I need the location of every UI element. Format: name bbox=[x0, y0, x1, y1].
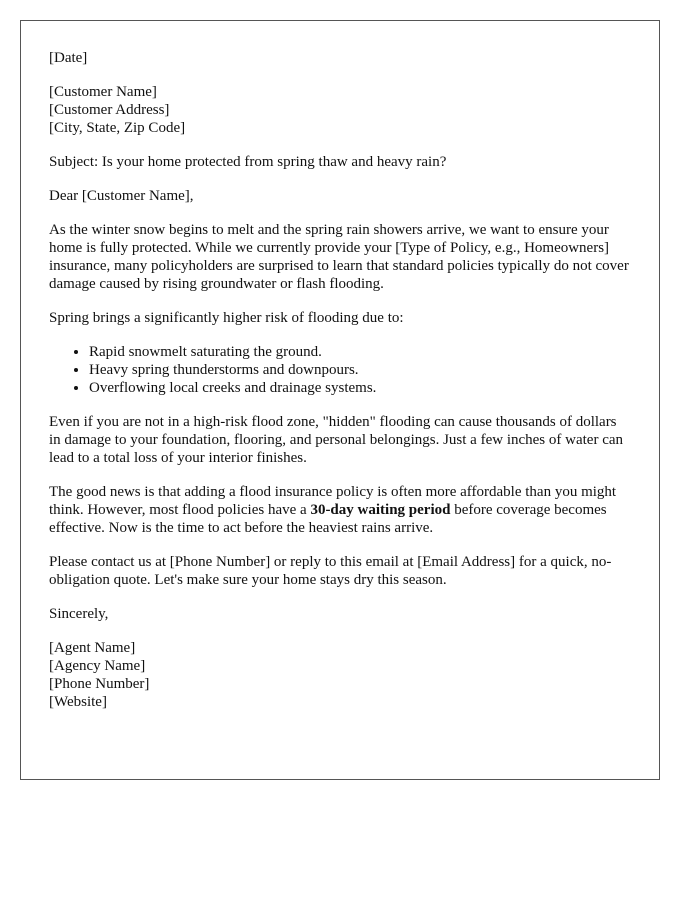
recipient-city: [City, State, Zip Code] bbox=[49, 120, 186, 136]
salutation: Dear [Customer Name], bbox=[49, 188, 194, 204]
agency-name: [Agency Name] bbox=[49, 658, 146, 674]
closing: Sincerely, bbox=[49, 606, 109, 622]
signature-block bbox=[49, 639, 631, 711]
agent-name: [Agent Name] bbox=[49, 640, 136, 656]
risk-list bbox=[49, 343, 631, 397]
hidden-flooding-paragraph: Even if you are not in a high-risk flood zone, "hidden" flooding can cause thousands of dollars in damage to your foundation, flooring, and personal belongings. Just a few inches of water can lead to a total loss of your interior finishes. bbox=[49, 414, 624, 466]
waiting-period-text-after: before coverage becomes effective. Now is the time to act before the heaviest rains arrive. bbox=[49, 502, 607, 536]
waiting-period-paragraph bbox=[49, 483, 631, 537]
recipient-block bbox=[49, 83, 631, 137]
risk-item: • Heavy spring thunderstorms and downpours. bbox=[89, 361, 631, 379]
agency-website: [Website] bbox=[49, 694, 107, 710]
intro-paragraph: As the winter snow begins to melt and the spring rain showers arrive, we want to ensure your home is fully protected. While we currently provide your [Type of Policy, e.g., Homeowners] insurance, many policyholders are surprised to learn that standard policies typically do not cover damage caused by rising groundwater or flash flooding. bbox=[49, 222, 629, 292]
letter bbox=[20, 20, 660, 780]
risk-intro: Spring brings a significantly higher risk of flooding due to: bbox=[49, 310, 404, 326]
recipient-address: [Customer Address] bbox=[49, 102, 170, 118]
risk-item: • Overflowing local creeks and drainage systems. bbox=[89, 379, 631, 397]
contact-paragraph: Please contact us at [Phone Number] or reply to this email at [Email Address] for a quick, no-obligation quote. Let's make sure your home stays dry this season. bbox=[49, 554, 612, 588]
letter-date: [Date] bbox=[49, 50, 88, 66]
risk-item: • Rapid snowmelt saturating the ground. bbox=[89, 343, 631, 361]
recipient-name: [Customer Name] bbox=[49, 84, 157, 100]
agent-phone: [Phone Number] bbox=[49, 676, 150, 692]
subject-line: Subject: Is your home protected from spring thaw and heavy rain? bbox=[49, 154, 447, 170]
waiting-period-text-before: The good news is that adding a flood insurance policy is often more affordable than you might think. However, most flood policies have a bbox=[49, 484, 617, 518]
waiting-period-emphasis: 30-day waiting period bbox=[310, 502, 451, 518]
